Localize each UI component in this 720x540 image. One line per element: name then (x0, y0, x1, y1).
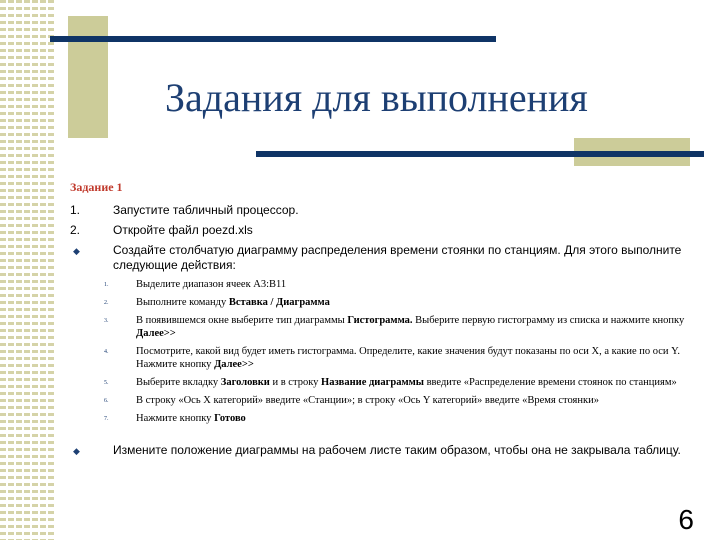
slide-content (70, 180, 705, 463)
item-text: Откройте файл poezd.xls (113, 223, 253, 237)
sub-item-number: 7. (104, 416, 109, 422)
decorative-stripes (0, 0, 54, 540)
sub-list-item (70, 345, 705, 371)
sub-item-text: введите «Распределение времени стоянок по станциям» (423, 377, 677, 388)
sub-item-bold: Название диаграммы (321, 377, 424, 388)
sub-item-text: Выполните команду (136, 297, 229, 308)
page-number: 6 (678, 504, 694, 535)
sub-item-text: Выберите первую гистограмму из списка и нажмите кнопку (412, 315, 685, 326)
list-item (70, 223, 705, 238)
diamond-bullet-icon: ◆ (73, 246, 80, 256)
sub-item-number: 3. (104, 318, 109, 324)
task-heading: Задание 1 (70, 180, 123, 194)
sub-item-bold: Вставка / Диаграмма (228, 297, 330, 308)
decorative-line-bottom (256, 151, 704, 157)
item-text: Измените положение диаграммы на рабочем листе таким образом, чтобы она не закрывала таблицу. (113, 443, 681, 457)
sub-list-item (70, 278, 705, 291)
decorative-block-top (68, 16, 108, 138)
sub-list-item (70, 412, 705, 425)
sub-item-text: В появившемся окне выберите тип диаграммы (136, 315, 348, 326)
sub-item-number: 5. (104, 380, 109, 386)
item-text: Запустите табличный процессор. (113, 203, 299, 217)
item-number: 2. (70, 223, 81, 237)
sub-list-item (70, 314, 705, 340)
list-item (70, 243, 705, 273)
item-number: 1. (70, 203, 81, 217)
sub-item-number: 2. (104, 300, 109, 306)
sub-item-bold: Заголовки (220, 377, 270, 388)
sub-item-number: 1. (104, 282, 109, 288)
sub-item-bold: Далее>> (214, 359, 254, 370)
list-item (70, 443, 705, 458)
sub-item-text: Нажмите кнопку (136, 413, 215, 424)
sub-item-number: 6. (104, 398, 109, 404)
item-text: Создайте столбчатую диаграмму распределения времени стоянки по станциям. Для этого выполните следующие действия: (113, 243, 682, 272)
sub-list-item (70, 394, 705, 407)
sub-item-bold: Гистограмма. (347, 315, 413, 326)
slide-title: Задания для выполнения (165, 75, 588, 120)
sub-item-text: Посмотрите, какой вид будет иметь гистограмма. Определите, какие значения будут показаны по оси Х, а какие по оси Y. Нажмите кнопку (136, 346, 681, 370)
sub-item-bold: Готово (214, 413, 246, 424)
decorative-line-top (50, 36, 496, 42)
sub-item-text: и в строку (269, 377, 322, 388)
sub-item-text: Выберите вкладку (136, 377, 221, 388)
sub-item-text: Выделите диапазон ячеек A3:B11 (136, 279, 287, 290)
sub-list-item (70, 376, 705, 389)
list-item (70, 203, 705, 218)
sub-item-text: В строку «Ось Х категорий» введите «Станции»; в строку «Ось Y категорий» введите «Время стоянки» (136, 395, 599, 406)
sub-item-bold: Далее>> (136, 328, 176, 339)
sub-list-item (70, 296, 705, 309)
sub-item-number: 4. (104, 349, 109, 355)
diamond-bullet-icon: ◆ (73, 446, 80, 456)
